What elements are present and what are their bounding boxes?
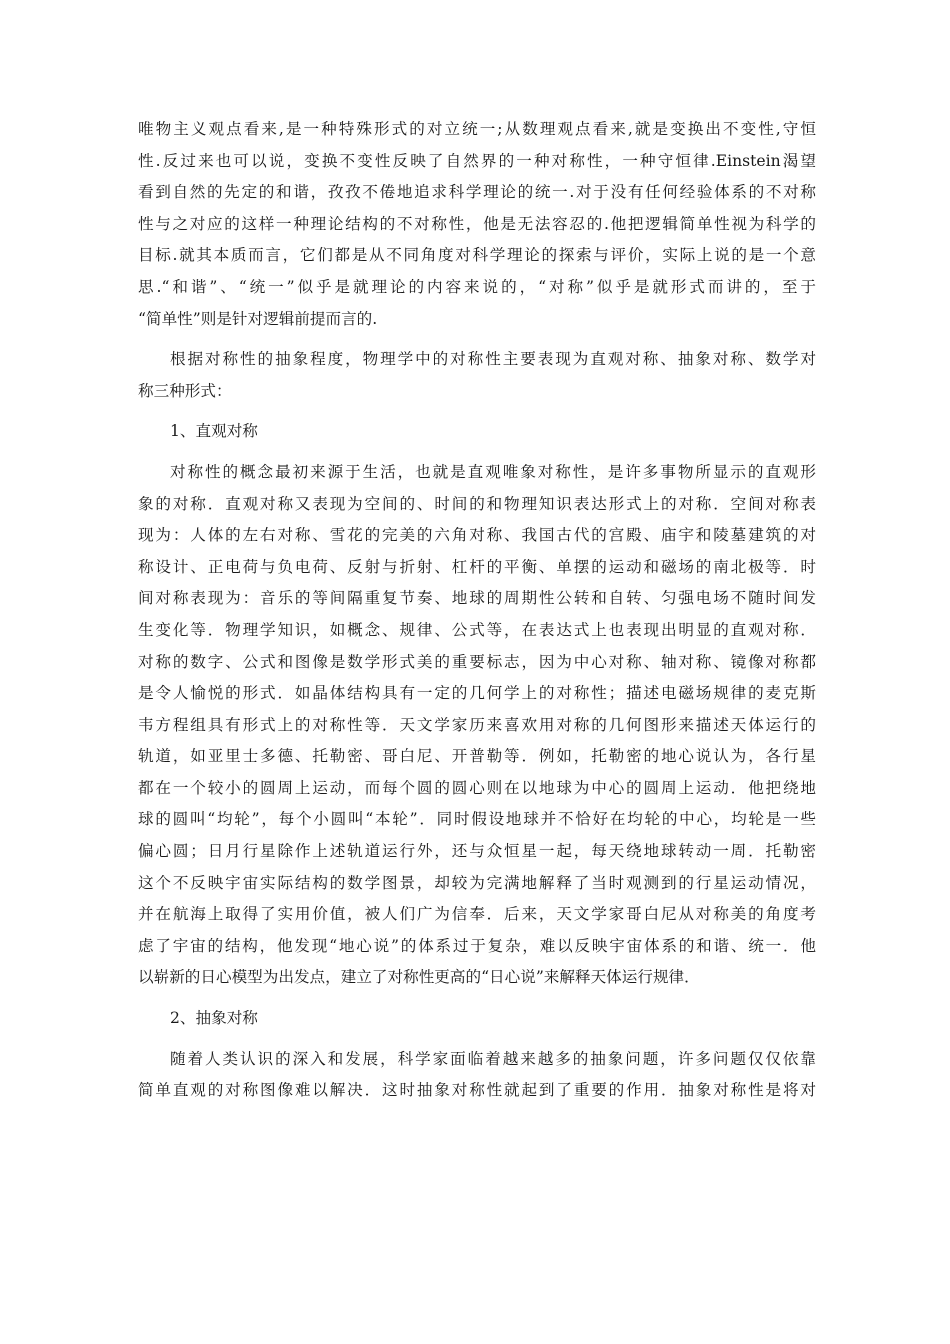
- text-line: 象的对称．直观对称又表现为空间的、时间的和物理知识表达形式上的对称．空间对称表: [138, 494, 816, 513]
- text-line: 是令人愉悦的形式．如晶体结构具有一定的几何学上的对称性；描述电磁场规律的麦克斯: [138, 684, 816, 703]
- text-line: 间对称表现为：音乐的等间隔重复节奏、地球的周期性公转和自转、匀强电场不随时间发: [138, 589, 816, 608]
- section-heading-2: 2、抽象对称: [170, 1009, 258, 1028]
- paragraph-4: [138, 1044, 816, 1107]
- text-line: 简单直观的对称图像难以解决．这时抽象对称性就起到了重要的作用．抽象对称性是将对: [138, 1081, 816, 1100]
- text-line: 虑了宇宙的结构，他发现“地心说”的体系过于复杂，难以反映宇宙体系的和谐、统一．他: [138, 936, 816, 955]
- text-line: 对称的数字、公式和图像是数学形式美的重要标志，因为中心对称、轴对称、镜像对称都: [138, 652, 816, 671]
- paragraph-2: [138, 344, 816, 407]
- text-line: 轨道，如亚里士多德、托勒密、哥白尼、开普勒等．例如，托勒密的地心说认为，各行星: [138, 747, 816, 766]
- text-line: 称设计、正电荷与负电荷、反射与折射、杠杆的平衡、单摆的运动和磁场的南北极等．时: [138, 557, 816, 576]
- text-line: 性与之对应的这样一种理论结构的不对称性，他是无法容忍的.他把逻辑简单性视为科学的: [138, 214, 816, 233]
- text-line: 生变化等．物理学知识，如概念、规律、公式等，在表达式上也表现出明显的直观对称．: [138, 620, 816, 639]
- text-line: 目标.就其本质而言，它们都是从不同角度对科学理论的探索与评价，实际上说的是一个意: [138, 246, 816, 265]
- document-page: [138, 114, 816, 1116]
- text-line: “简单性”则是针对逻辑前提而言的.: [138, 309, 378, 328]
- text-line: 根据对称性的抽象程度，物理学中的对称性主要表现为直观对称、抽象对称、数学对: [170, 350, 816, 369]
- text-line: 以崭新的日心模型为出发点，建立了对称性更高的“日心说”来解释天体运行规律．: [138, 968, 700, 987]
- text-line: 思.“和谐”、“统一”似乎是就理论的内容来说的，“对称”似乎是就形式而讲的，至于: [138, 277, 816, 296]
- text-line: 唯物主义观点看来,是一种特殊形式的对立统一;从数理观点看来,就是变换出不变性,守恒: [138, 120, 816, 138]
- text-line: 都在一个较小的圆周上运动，而每个圆的圆心则在以地球为中心的圆周上运动．他把绕地: [138, 778, 816, 797]
- text-line: 看到自然的先定的和谐，孜孜不倦地追求科学理论的统一.对于没有任何经验体系的不对称: [138, 183, 816, 202]
- text-line: 随着人类认识的深入和发展，科学家面临着越来越多的抽象问题，许多问题仅仅依靠: [170, 1049, 816, 1068]
- text-line: 偏心圆；日月行星除作上述轨道运行外，还与众恒星一起，每天绕地球转动一周．托勒密: [138, 842, 816, 861]
- paragraph-1: [138, 114, 816, 335]
- paragraph-3: [138, 457, 816, 994]
- text-line: 对称性的概念最初来源于生活，也就是直观唯象对称性，是许多事物所显示的直观形: [170, 462, 816, 481]
- text-line: 称三种形式：: [138, 381, 232, 400]
- text-line: 球的圆叫“均轮”，每个小圆叫“本轮”．同时假设地球并不恰好在均轮的中心，均轮是一些: [138, 810, 816, 829]
- text-line: 韦方程组具有形式上的对称性等．天文学家历来喜欢用对称的几何图形来描述天体运行的: [138, 715, 816, 734]
- text-line: 并在航海上取得了实用价值，被人们广为信奉．后来，天文学家哥白尼从对称美的角度考: [138, 905, 816, 924]
- text-line: 性.反过来也可以说，变换不变性反映了自然界的一种对称性，一种守恒律.Einstein渴望: [138, 151, 816, 170]
- section-heading-1: 1、直观对称: [170, 422, 258, 441]
- text-line: 这个不反映宇宙实际结构的数学图景，却较为完满地解释了当时观测到的行星运动情况，: [138, 873, 816, 892]
- text-line: 现为：人体的左右对称、雪花的完美的六角对称、我国古代的宫殿、庙宇和陵墓建筑的对: [138, 526, 816, 545]
